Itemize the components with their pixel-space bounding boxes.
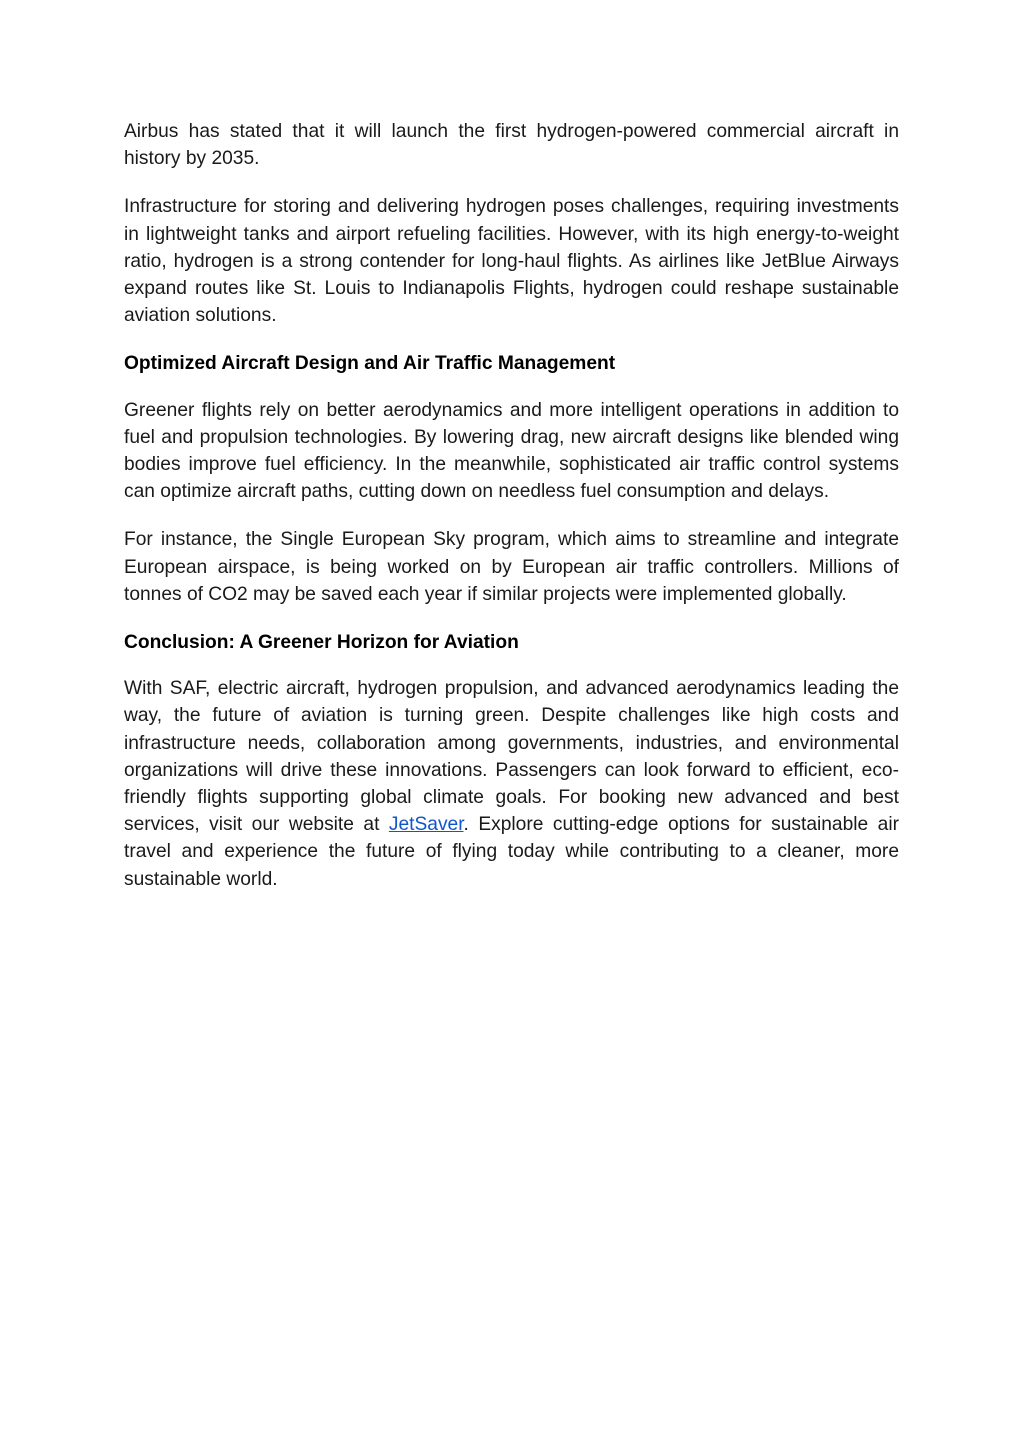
jetsaver-link[interactable]: JetSaver	[388, 814, 464, 836]
paragraph-airbus-hydrogen: Airbus has stated that it will launch the first hydrogen-powered commercial aircraft in history by 2035.	[124, 121, 899, 170]
paragraph-single-european-sky: For instance, the Single European Sky program, which aims to streamline and integrate European airspace, is being worked on by European air traffic controllers. Millions of tonnes of CO2 may be saved each year if similar projects were implemented globally.	[124, 529, 899, 605]
paragraph-conclusion	[124, 675, 899, 893]
paragraph-hydrogen-infrastructure: Infrastructure for storing and delivering hydrogen poses challenges, requiring investments in lightweight tanks and airport refueling facilities. However, with its high energy-to-weight ratio, hydrogen is a strong contender for long-haul flights. As airlines like JetBlue Airways expand routes like St. Louis to Indianapolis Flights, hydrogen could reshape sustainable aviation solutions.	[124, 196, 899, 327]
paragraph-greener-flights: Greener flights rely on better aerodynamics and more intelligent operations in addition to fuel and propulsion technologies. By lowering drag, new aircraft designs like blended wing bodies improve fuel efficiency. In the meanwhile, sophisticated air traffic control systems can optimize aircraft paths, cutting down on needless fuel consumption and delays.	[124, 399, 899, 503]
conclusion-text-after-link: . Explore cutting-edge options for sustainable air travel and experience the future of flying today while contributing to a cleaner, more sustainable world.	[124, 814, 899, 890]
heading-conclusion: Conclusion: A Greener Horizon for Aviation	[124, 632, 519, 654]
conclusion-text-before-link: With SAF, electric aircraft, hydrogen propulsion, and advanced aerodynamics leading the way, the future of aviation is turning green. Despite challenges like high costs and infrastructure needs, collaboration among governments, industries, and environmental organizations will drive these innovations. Passengers can look forward to efficient, eco-friendly flights supporting global climate goals. For booking new advanced and best services, visit our website at	[124, 678, 899, 836]
heading-aircraft-design: Optimized Aircraft Design and Air Traffic Management	[124, 353, 616, 375]
document-page	[124, 118, 899, 914]
